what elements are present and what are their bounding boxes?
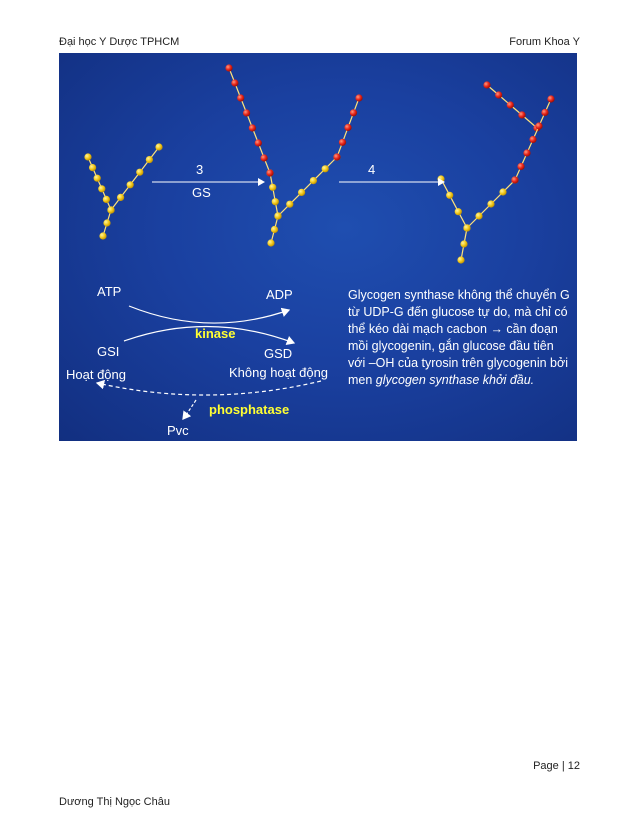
- chain3-right-added-glucose: [547, 95, 554, 102]
- chain2-right-glucose: [322, 165, 329, 172]
- chain2-left-added-glucose: [231, 79, 238, 86]
- chain2-left-added-glucose: [243, 109, 250, 116]
- chain3-right-glucose: [475, 212, 482, 219]
- chain3-right-added-glucose: [517, 163, 524, 170]
- chain3-right-added-glucose: [511, 176, 518, 183]
- chain3-right-added-glucose: [535, 122, 542, 129]
- arrow-to-pvc: [183, 400, 196, 419]
- chain2-left-added-glucose: [249, 124, 256, 131]
- explanation-paragraph: [348, 287, 573, 389]
- chain3-right-glucose: [499, 188, 506, 195]
- chain2-right-added-glucose: [339, 139, 346, 146]
- chain1-stem-glucose: [99, 232, 106, 239]
- chain2-left-added-glucose: [225, 64, 232, 71]
- header-left: Đại học Y Dược TPHCM: [59, 36, 180, 48]
- chain3-right-added-glucose: [529, 136, 536, 143]
- chain3-branch-bond: [487, 85, 522, 115]
- slide-image: [59, 53, 577, 441]
- chain1-left-glucose: [89, 164, 96, 171]
- chain1-left-glucose: [103, 196, 110, 203]
- chain1-stem-glucose: [103, 219, 110, 226]
- paragraph-italic-text: glycogen synthase khởi đầu.: [375, 373, 535, 387]
- chain1-right-glucose: [146, 156, 153, 163]
- chain3-branch-link-glucose: [518, 111, 525, 118]
- step-4-number: 4: [368, 162, 376, 177]
- label-phosphatase: phosphatase: [209, 402, 290, 417]
- chain2-left-added-glucose: [261, 154, 268, 161]
- chain1-right-glucose: [155, 143, 162, 150]
- label-gsd: GSD: [264, 346, 293, 361]
- chain2-left-glucose: [272, 198, 279, 205]
- step-3-number: 3: [196, 162, 204, 177]
- chain2-left-bond: [270, 173, 278, 216]
- label-kinase: kinase: [195, 326, 236, 341]
- chain1-stem-glucose: [107, 206, 114, 213]
- chain2-stem-glucose: [274, 212, 281, 219]
- chain2-right-bond: [278, 157, 337, 216]
- label-active: Hoạt động: [66, 367, 126, 382]
- label-atp: ATP: [97, 284, 122, 299]
- label-inactive: Không hoạt động: [229, 365, 329, 380]
- chain2-right-glucose: [310, 177, 317, 184]
- chain1-right-glucose: [127, 181, 134, 188]
- chain2-stem-glucose: [271, 226, 278, 233]
- chain2-right-added-glucose: [333, 153, 340, 160]
- chain1-right-glucose: [117, 194, 124, 201]
- header-right: Forum Khoa Y: [509, 36, 580, 48]
- chain3-left-glucose: [446, 192, 453, 199]
- chain1-left-glucose: [94, 175, 101, 182]
- step-3-enzyme: GS: [192, 185, 211, 200]
- arrow-gsd-gsi-dashed: [97, 381, 321, 395]
- chain3-left-bond: [441, 179, 467, 228]
- chain2-stem-glucose: [267, 239, 274, 246]
- chain2-left-added-glucose: [255, 139, 262, 146]
- chain3-branch-glucose: [495, 91, 502, 98]
- arrow-atp-adp: [129, 306, 289, 323]
- chain3-stem-glucose: [457, 256, 464, 263]
- chain3-branch-glucose: [483, 81, 490, 88]
- chain2-left-added-glucose: [237, 94, 244, 101]
- page-number: Page | 12: [533, 760, 580, 772]
- chain2-right-added-glucose: [344, 124, 351, 131]
- chain3-branch-glucose: [507, 101, 514, 108]
- label-adp: ADP: [266, 287, 293, 302]
- label-gsi: GSI: [97, 344, 120, 359]
- glucose-chains: [84, 64, 554, 263]
- chain2-right-added-glucose: [350, 109, 357, 116]
- chain3-stem-glucose: [463, 224, 470, 231]
- paragraph-main-text: Glycogen synthase không thể chuyển G từ UDP-G đến glucose tự do, mà chỉ có thể kéo dài mạch cacbon → cần đoạn mồi glycogenin, gắn glucose đầu tiên với –OH của tyrosin trên glycogenin bởi men: [348, 288, 570, 387]
- chain2-right-added-glucose: [355, 94, 362, 101]
- label-pvc: Pvc: [167, 423, 189, 438]
- chain3-right-added-glucose: [523, 149, 530, 156]
- chain1-right-bond: [111, 147, 159, 210]
- chain3-right-added-glucose: [541, 109, 548, 116]
- chain3-stem-glucose: [460, 240, 467, 247]
- chain1-right-glucose: [136, 169, 143, 176]
- footer-author: Dương Thị Ngọc Châu: [59, 796, 170, 808]
- chain2-left-glucose: [269, 184, 276, 191]
- chain2-right-glucose: [298, 189, 305, 196]
- chain3-right-glucose: [487, 200, 494, 207]
- chain2-left-added-glucose: [266, 169, 273, 176]
- chain2-right-glucose: [286, 201, 293, 208]
- chain1-left-glucose: [98, 185, 105, 192]
- chain3-left-glucose: [455, 208, 462, 215]
- chain1-left-glucose: [84, 153, 91, 160]
